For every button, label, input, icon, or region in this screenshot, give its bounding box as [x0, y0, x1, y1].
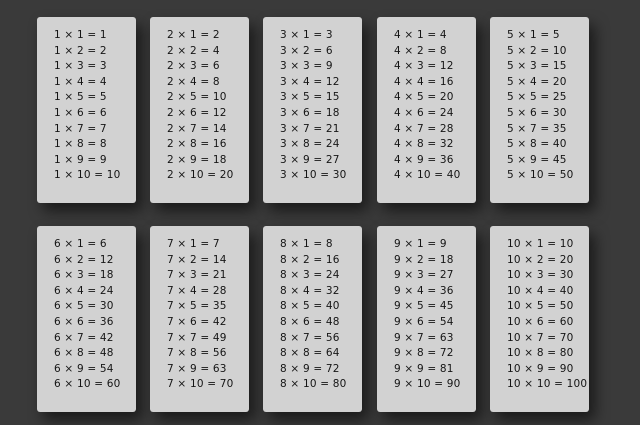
- table-line: 2 × 1 = 2: [167, 29, 220, 41]
- table-line: 6 × 4 = 24: [54, 284, 114, 297]
- table-line: 7 × 5 = 35: [167, 300, 227, 313]
- times-table-card-2: [150, 17, 249, 203]
- table-line: 4 × 8 = 32: [394, 138, 454, 151]
- table-line: 2 × 3 = 6: [167, 60, 220, 73]
- table-line: 2 × 8 = 16: [167, 138, 227, 151]
- table-line: 3 × 8 = 24: [280, 138, 340, 151]
- table-line: 8 × 3 = 24: [280, 269, 340, 282]
- table-line: 4 × 9 = 36: [394, 153, 454, 166]
- table-line: 7 × 2 = 14: [167, 253, 227, 266]
- table-line: 1 × 10 = 10: [54, 169, 121, 182]
- table-line: 5 × 3 = 15: [507, 60, 567, 73]
- table-line: 8 × 6 = 48: [280, 315, 340, 328]
- table-line: 1 × 8 = 8: [54, 138, 107, 151]
- table-line: 7 × 7 = 49: [167, 331, 227, 344]
- times-table-card-9: [377, 226, 476, 412]
- table-line: 10 × 7 = 70: [507, 331, 574, 344]
- table-line: 1 × 3 = 3: [54, 60, 107, 73]
- table-line: 5 × 6 = 30: [507, 106, 567, 119]
- table-line: 2 × 5 = 10: [167, 91, 227, 104]
- table-line: 3 × 6 = 18: [280, 106, 340, 119]
- times-table-card-3: [263, 17, 362, 203]
- table-line: 2 × 2 = 4: [167, 44, 220, 57]
- table-line: 1 × 2 = 2: [54, 44, 107, 57]
- table-line: 4 × 2 = 8: [394, 44, 447, 57]
- table-line: 9 × 4 = 36: [394, 284, 454, 297]
- table-line: 3 × 2 = 6: [280, 44, 333, 57]
- table-line: 3 × 9 = 27: [280, 153, 340, 166]
- table-line: 6 × 3 = 18: [54, 269, 114, 282]
- table-line: 10 × 9 = 90: [507, 362, 574, 375]
- table-line: 7 × 9 = 63: [167, 362, 227, 375]
- table-line: 2 × 9 = 18: [167, 153, 227, 166]
- table-line: 7 × 4 = 28: [167, 284, 227, 297]
- table-line: 9 × 1 = 9: [394, 238, 447, 250]
- times-table-card-8: [263, 226, 362, 412]
- table-line: 1 × 6 = 6: [54, 106, 107, 119]
- table-line: 3 × 7 = 21: [280, 122, 340, 135]
- table-line: 6 × 6 = 36: [54, 315, 114, 328]
- times-table-card-7: [150, 226, 249, 412]
- table-line: 4 × 6 = 24: [394, 106, 454, 119]
- table-line: 5 × 8 = 40: [507, 138, 567, 151]
- table-line: 4 × 7 = 28: [394, 122, 454, 135]
- times-table-card-5: [490, 17, 589, 203]
- table-line: 1 × 5 = 5: [54, 91, 107, 104]
- table-line: 6 × 1 = 6: [54, 238, 107, 250]
- table-line: 4 × 5 = 20: [394, 91, 454, 104]
- table-line: 3 × 1 = 3: [280, 29, 333, 41]
- table-line: 10 × 5 = 50: [507, 300, 574, 313]
- table-line: 4 × 3 = 12: [394, 60, 454, 73]
- table-line: 1 × 1 = 1: [54, 29, 107, 41]
- table-line: 1 × 9 = 9: [54, 153, 107, 166]
- table-line: 6 × 2 = 12: [54, 253, 114, 266]
- table-line: 3 × 5 = 15: [280, 91, 340, 104]
- table-line: 5 × 10 = 50: [507, 169, 574, 182]
- times-table-card-4: [377, 17, 476, 203]
- table-line: 5 × 9 = 45: [507, 153, 567, 166]
- table-line: 8 × 10 = 80: [280, 378, 347, 391]
- table-line: 4 × 1 = 4: [394, 29, 447, 41]
- table-line: 8 × 4 = 32: [280, 284, 340, 297]
- table-line: 9 × 10 = 90: [394, 378, 461, 391]
- table-line: 9 × 8 = 72: [394, 347, 454, 360]
- table-line: 6 × 8 = 48: [54, 347, 114, 360]
- times-table-card-6: [37, 226, 136, 412]
- table-line: 1 × 4 = 4: [54, 75, 107, 88]
- table-line: 10 × 10 = 100: [507, 378, 588, 391]
- table-line: 5 × 2 = 10: [507, 44, 567, 57]
- table-line: 3 × 10 = 30: [280, 169, 347, 182]
- table-line: 6 × 7 = 42: [54, 331, 114, 344]
- table-line: 10 × 6 = 60: [507, 315, 574, 328]
- table-line: 2 × 10 = 20: [167, 169, 234, 182]
- table-line: 7 × 3 = 21: [167, 269, 227, 282]
- table-line: 8 × 7 = 56: [280, 331, 340, 344]
- table-line: 8 × 2 = 16: [280, 253, 340, 266]
- times-table-card-10: [490, 226, 589, 412]
- table-line: 3 × 4 = 12: [280, 75, 340, 88]
- table-line: 8 × 9 = 72: [280, 362, 340, 375]
- table-line: 8 × 1 = 8: [280, 238, 333, 250]
- table-line: 4 × 4 = 16: [394, 75, 454, 88]
- table-line: 9 × 5 = 45: [394, 300, 454, 313]
- table-line: 5 × 7 = 35: [507, 122, 567, 135]
- times-table-card-1: [37, 17, 136, 203]
- table-line: 10 × 1 = 10: [507, 238, 574, 250]
- table-line: 5 × 5 = 25: [507, 91, 567, 104]
- table-line: 3 × 3 = 9: [280, 60, 333, 73]
- table-line: 6 × 9 = 54: [54, 362, 114, 375]
- table-line: 9 × 2 = 18: [394, 253, 454, 266]
- table-line: 2 × 6 = 12: [167, 106, 227, 119]
- table-line: 1 × 7 = 7: [54, 122, 107, 135]
- table-line: 9 × 9 = 81: [394, 362, 454, 375]
- table-line: 10 × 3 = 30: [507, 269, 574, 282]
- table-line: 10 × 8 = 80: [507, 347, 574, 360]
- table-line: 5 × 4 = 20: [507, 75, 567, 88]
- table-line: 8 × 5 = 40: [280, 300, 340, 313]
- table-line: 2 × 7 = 14: [167, 122, 227, 135]
- table-line: 9 × 6 = 54: [394, 315, 454, 328]
- table-line: 9 × 7 = 63: [394, 331, 454, 344]
- table-line: 10 × 2 = 20: [507, 253, 574, 266]
- table-line: 6 × 5 = 30: [54, 300, 114, 313]
- table-line: 2 × 4 = 8: [167, 75, 220, 88]
- table-line: 5 × 1 = 5: [507, 29, 560, 41]
- table-line: 9 × 3 = 27: [394, 269, 454, 282]
- table-line: 10 × 4 = 40: [507, 284, 574, 297]
- table-line: 6 × 10 = 60: [54, 378, 121, 391]
- table-line: 7 × 8 = 56: [167, 347, 227, 360]
- table-line: 7 × 1 = 7: [167, 238, 220, 250]
- table-line: 7 × 10 = 70: [167, 378, 234, 391]
- table-line: 4 × 10 = 40: [394, 169, 461, 182]
- table-line: 8 × 8 = 64: [280, 347, 340, 360]
- table-line: 7 × 6 = 42: [167, 315, 227, 328]
